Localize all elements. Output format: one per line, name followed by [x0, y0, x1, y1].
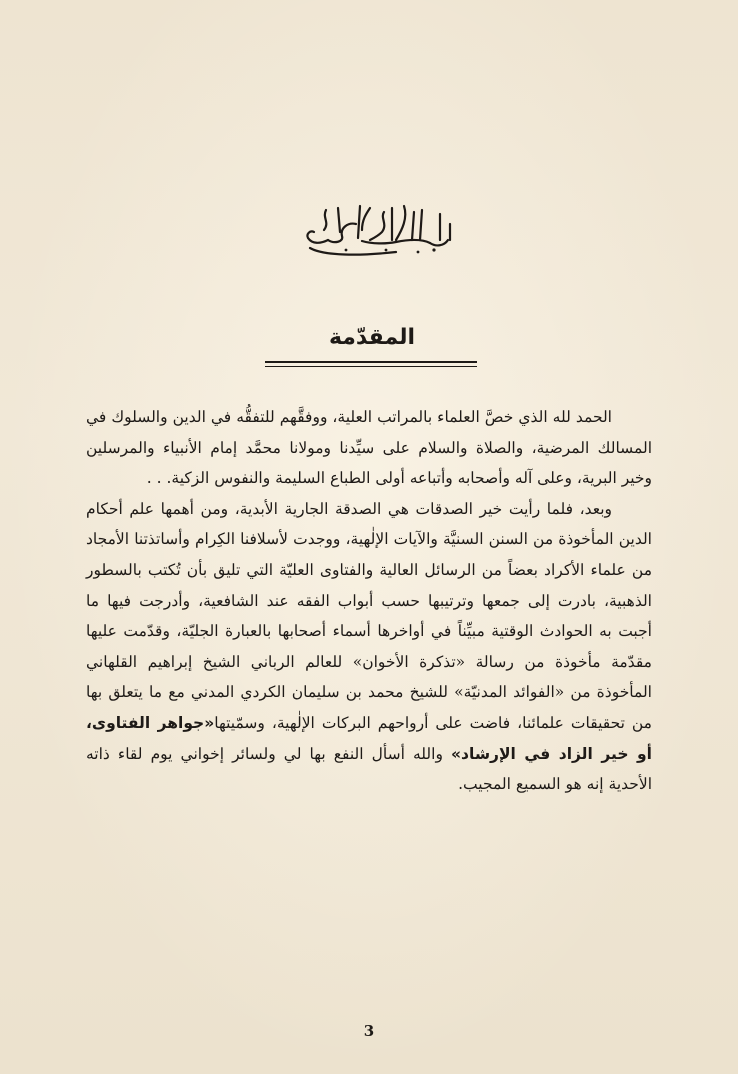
heading-underline	[265, 361, 477, 371]
page-number: 3	[363, 1022, 375, 1040]
basmala-calligraphy	[300, 200, 460, 262]
body-text	[86, 402, 652, 800]
paragraph-2-ending: والله أسأل النفع بها لي ولسائر إخواني يوم لقاء ذاته الأحدية إنه هو السميع المجيب.	[86, 744, 652, 794]
section-heading: المقدّمة	[328, 325, 416, 350]
paragraph-2	[86, 494, 652, 800]
book-title: «جواهر الفتاوى، أو خير الزاد في الإرشاد»	[86, 713, 652, 763]
paragraph-2-text: وبعد، فلما رأيت خير الصدقات هي الصدقة الجارية الأبدية، ومن أهمها علم أحكام الدين المأخوذة من السنن السنيَّة والآيات الإلٰهية، ووجدت لأسلافنا الكِرام وأساتذتنا الأمجاد من علماء الأكراد بعضاً من الرسائل العالية والفتاوى العليّة التي تليق بأن تُكتب بالسطور الذهبية، بادرت إلى جمعها وترتيبها حسب أبواب الفقه عند الشافعية، وأدرجت فيها ما أجبت به الحوادث الوقتية مبيِّناً في أواخرها أسماء أصحابها بالعبارة الجليّة، وقدّمت عليها مقدّمة مأخوذة من رسالة «تذكرة الأخوان» للعالم الرباني الشيخ إبراهيم القلهاني المأخوذة من «الفوائد المدنيّة» للشيخ محمد بن سليمان الكردي المدني مع ما يتعلق بها من تحقيقات علمائنا، فاضت على أرواحهم البركات الإلٰهية، وسمّيتها	[86, 499, 652, 732]
paragraph-1: الحمد لله الذي خصَّ العلماء بالمراتب العلية، ووفقَّهم للتفقُّه في الدين والسلوك في المسالك المرضية، والصلاة والسلام على سيِّدنا ومولانا محمَّد إمام الأنبياء والمرسلين وخير البرية، وعلى آله وأصحابه وأتباعه أولى الطباع السليمة والنفوس الزكية. . .	[86, 408, 652, 488]
